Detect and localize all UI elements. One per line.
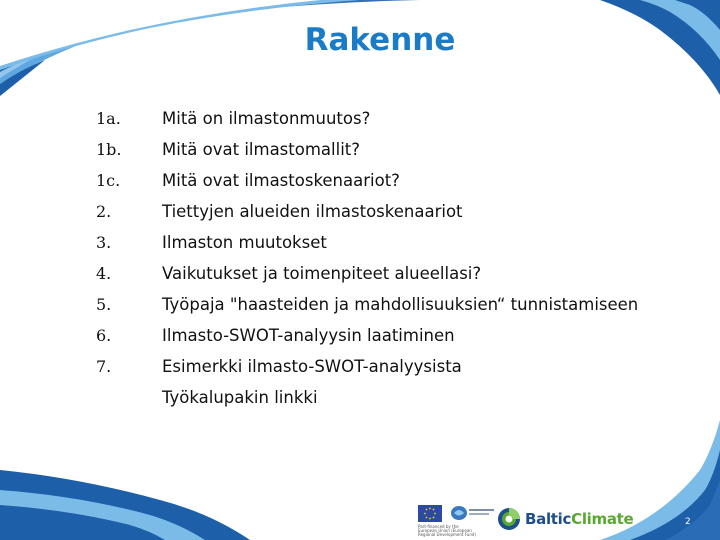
toolkit-link[interactable]: Työkalupakin linkki	[162, 388, 318, 407]
item-number: 1c.	[96, 171, 121, 190]
baltic-climate-swirl-icon	[497, 507, 521, 531]
item-text: Mitä on ilmastonmuutos?	[162, 109, 371, 128]
wordmark-main: Baltic	[525, 510, 572, 528]
item-text: Työpaja "haasteiden ja mahdollisuuksien“ tunnistamiseen	[162, 295, 639, 314]
eu-caption: Part-financed by the European Union (European Regional Development Fund)	[418, 524, 476, 537]
baltic-climate-logo	[497, 506, 633, 532]
eu-flag-icon	[418, 505, 442, 522]
agenda-item	[96, 289, 696, 320]
agenda-item	[96, 227, 696, 258]
wordmark-accent: Climate	[571, 510, 634, 528]
item-number: 6.	[96, 326, 112, 345]
item-number: 1b.	[96, 140, 122, 159]
item-text: Mitä ovat ilmastomallit?	[162, 140, 361, 159]
agenda-item	[96, 103, 696, 134]
agenda-item	[96, 258, 696, 289]
agenda-item	[96, 320, 696, 351]
item-number: 3.	[96, 233, 112, 252]
slide-title: Rakenne	[304, 22, 456, 58]
page-number: 2	[685, 517, 691, 527]
item-text: Esimerkki ilmasto-SWOT-analyysista	[162, 357, 462, 376]
agenda-item	[96, 351, 696, 382]
item-text: Ilmasto-SWOT-analyysin laatiminen	[162, 326, 455, 345]
agenda-item	[96, 134, 696, 165]
baltic-sea-region-logo-icon	[450, 504, 496, 522]
item-number: 2.	[96, 202, 112, 221]
item-text: Vaikutukset ja toimenpiteet alueellasi?	[162, 264, 482, 283]
agenda-item	[96, 165, 696, 196]
item-number: 1a.	[96, 109, 121, 128]
baltic-climate-wordmark	[525, 510, 633, 528]
item-number: 4.	[96, 264, 112, 283]
item-number: 5.	[96, 295, 112, 314]
agenda-item	[96, 196, 696, 227]
item-text: Mitä ovat ilmastoskenaariot?	[162, 171, 400, 190]
item-text: Ilmaston muutokset	[162, 233, 327, 252]
agenda-item-link[interactable]	[96, 382, 696, 413]
agenda-list	[96, 103, 696, 413]
item-number: 7.	[96, 357, 112, 376]
item-text: Tiettyjen alueiden ilmastoskenaariot	[162, 202, 463, 221]
